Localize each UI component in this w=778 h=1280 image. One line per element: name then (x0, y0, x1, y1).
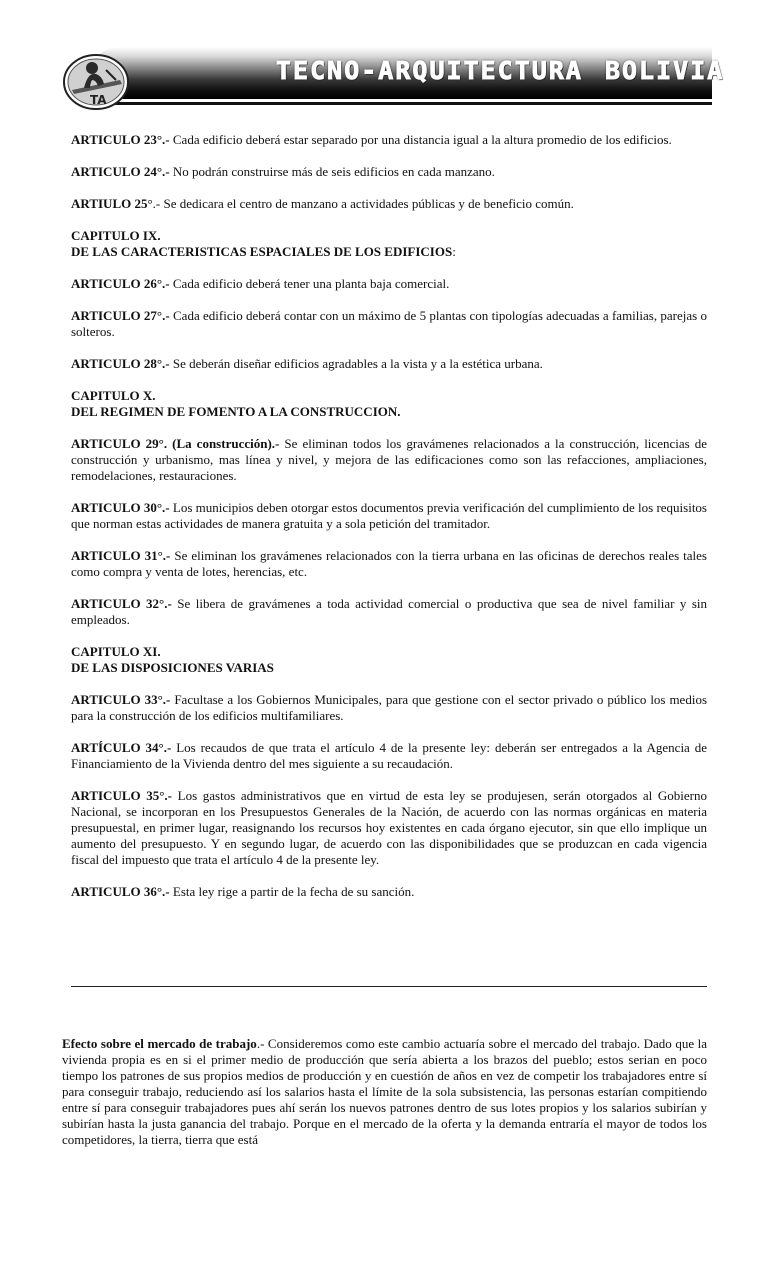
article-text: Se libera de gravámenes a toda actividad comercial o productiva que sea de nivel familiar y sin empleados. (71, 596, 707, 627)
article-27 (71, 308, 707, 340)
chapter-title: DE LAS CARACTERISTICAS ESPACIALES DE LOS EDIFICIOS: (71, 244, 456, 259)
article-text: Se eliminan los gravámenes relacionados con la tierra urbana en las oficinas de derechos reales tales como compra y venta de lotes, herencias, etc. (71, 548, 707, 579)
article-label: ARTICULO 27°.- (71, 308, 170, 323)
article-label: ARTICULO 24°.- (71, 164, 170, 179)
article-text: °.- Se dedicara el centro de manzano a actividades públicas y de beneficio común. (147, 196, 574, 211)
article-label: ARTIULO 25 (71, 196, 148, 211)
article-label: ARTICULO 35°.- (71, 788, 173, 803)
article-text: Los recaudos de que trata el artículo 4 de la presente ley: deberán ser entregados a la Agencia de Financiamiento de la Vivienda dentro del mes siguiente a su recaudación. (71, 740, 707, 771)
article-28 (71, 356, 707, 372)
article-25 (71, 196, 707, 212)
chapter-title: DEL REGIMEN DE FOMENTO A LA CONSTRUCCION. (71, 404, 401, 419)
logo-text: TA (90, 93, 107, 107)
chapter-10-heading (71, 388, 707, 420)
chapter-number: CAPITULO X. (71, 388, 156, 403)
article-34 (71, 740, 707, 772)
article-text: Cada edificio deberá tener una planta baja comercial. (169, 276, 450, 291)
chapter-number: CAPITULO IX. (71, 228, 161, 243)
effect-label: Efecto sobre el mercado de trabajo (62, 1036, 257, 1051)
article-label: ARTICULO 30°.- (71, 500, 170, 515)
chapter-number: CAPITULO XI. (71, 644, 161, 659)
article-label: ARTICULO 23°.- (71, 132, 170, 147)
chapter-title: DE LAS DISPOSICIONES VARIAS (71, 660, 274, 675)
document-body (71, 132, 707, 916)
article-32 (71, 596, 707, 628)
article-text: Los gastos administrativos que en virtud de esta ley se produjesen, serán otorgados al Gobierno Nacional, se incorporan en los Presupuestos Generales de la Nación, de acuerdo con las normas orgánicas en materia presupuestal, en primer lugar, reasignando los recursos hoy existentes en cada órgano ejecutor, sin que ello implique un aumento del presupuesto. Y en segundo lugar, de acuerdo con las disponibilidades que se produzcan en cada vigencia fiscal del impuesto que trata el artículo 4 de la presente ley. (71, 788, 707, 867)
effect-text: .- Consideremos como este cambio actuaría sobre el mercado del trabajo. Dado que la vivienda propia es en si el primer medio de producción que sería abierta a los brazos del pueblo; estos serian en poco tiempo los patrones de sus propios medios de producción y en cuestión de años en vez de competir los trabajadores entre sí para conseguir trabajo, reduciendo así los salarios hasta el límite de la sola subsistencia, las personas estarían compitiendo entre sí para conseguir trabajadores pues ahí serán los nuevos patrones dentro de sus lotes propios y los salarios subirían y subirían hasta la justa ganancia del trabajo. Porque en el mercado de la oferta y la demanda entraría el mayor de todos los competidores, la tierra, tierra que está (62, 1036, 708, 1147)
article-text: Esta ley rige a partir de la fecha de su sanción. (169, 884, 415, 899)
article-33 (71, 692, 707, 724)
article-35 (71, 788, 707, 868)
article-29 (71, 436, 707, 484)
article-text: Los municipios deben otorgar estos documentos previa verificación del cumplimiento de los requisitos que norman estas actividades de manera gratuita y a sola petición del tramitador. (71, 500, 707, 531)
article-text: Facultase a los Gobiernos Municipales, para que gestione con el sector privado o público los medios para la construcción de los edificios multifamiliares. (71, 692, 707, 723)
article-label: ARTICULO 36°.- (71, 884, 170, 899)
draftsman-logo-icon (62, 50, 132, 110)
banner-title (276, 56, 724, 90)
article-label: ARTÍCULO 34°.- (71, 740, 172, 755)
article-23 (71, 132, 707, 148)
article-text: Se deberán diseñar edificios agradables a la vista y a la estética urbana. (169, 356, 543, 371)
banner-title-left: TECNO-ARQUITECTURA (276, 56, 583, 85)
article-text: No podrán construirse más de seis edificios en cada manzano. (169, 164, 495, 179)
article-36 (71, 884, 707, 900)
article-text: Se eliminan todos los gravámenes relacionados a la construcción, licencias de construcción y urbanismo, mas línea y nivel, y mejora de las edificaciones como son las refacciones, ampliaciones, remodelaciones, restauraciones. (71, 436, 707, 483)
article-24 (71, 164, 707, 180)
article-label: ARTICULO 31°.- (71, 548, 171, 563)
chapter-11-heading (71, 644, 707, 676)
article-label: ARTICULO 26°.- (71, 276, 170, 291)
article-30 (71, 500, 707, 532)
section-divider (71, 986, 707, 987)
chapter-9-heading (71, 228, 707, 260)
article-26 (71, 276, 707, 292)
article-text: Cada edificio deberá estar separado por una distancia igual a la altura promedio de los edificios. (169, 132, 672, 147)
header-banner (62, 44, 725, 114)
article-31 (71, 548, 707, 580)
effect-paragraph (62, 1036, 707, 1148)
article-label: ARTICULO 28°.- (71, 356, 170, 371)
article-label: ARTICULO 32°.- (71, 596, 172, 611)
article-label: ARTICULO 33°.- (71, 692, 171, 707)
banner-title-right: BOLIVIA (604, 56, 725, 85)
article-text: Cada edificio deberá contar con un máximo de 5 plantas con tipologías adecuadas a familias, parejas o solteros. (71, 308, 708, 339)
article-label: ARTICULO 29°. (La construcción).- (71, 436, 280, 451)
banner-underline (92, 102, 712, 105)
